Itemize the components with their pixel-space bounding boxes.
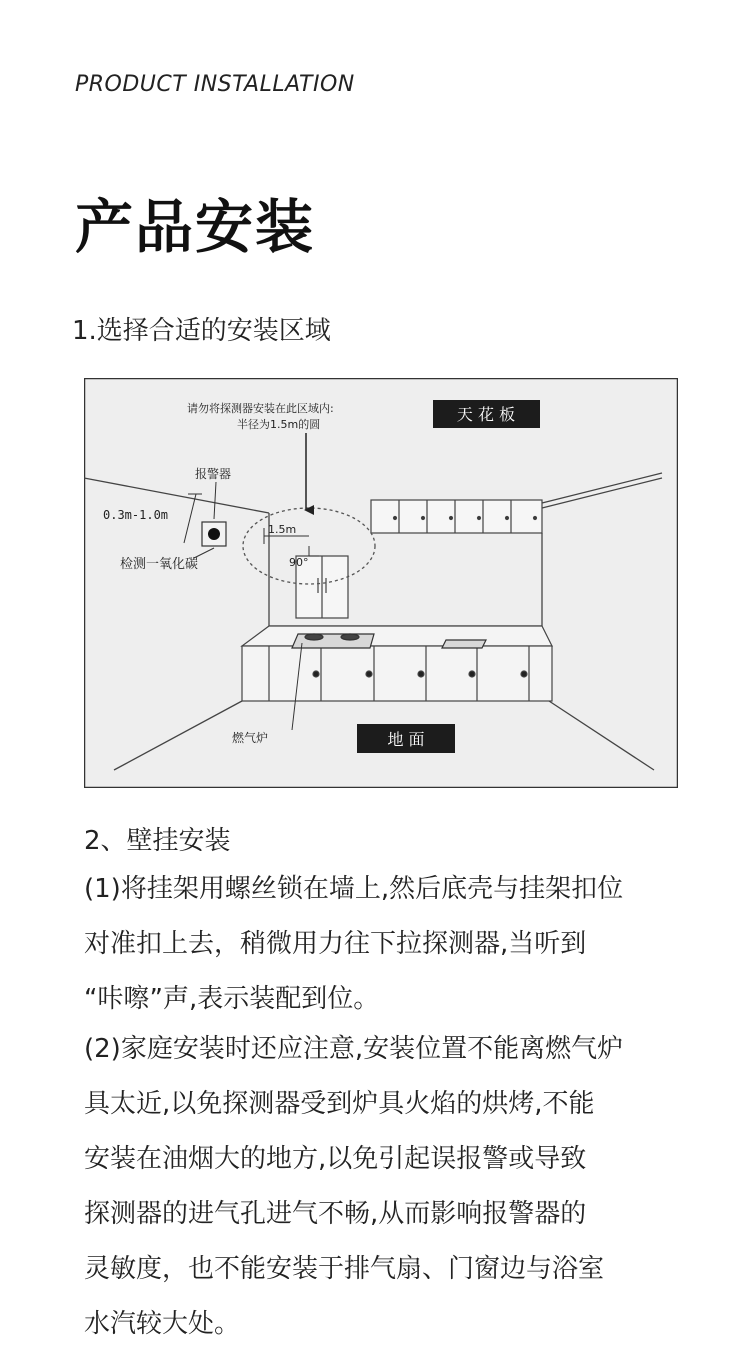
ceiling-label: 天 花 板 xyxy=(456,405,516,424)
installation-diagram xyxy=(84,378,678,788)
para2-line: 灵敏度，也不能安装于排气扇、门窗边与浴室 xyxy=(84,1254,605,1284)
alarm-label: 报警器 xyxy=(195,467,232,481)
stove-label: 燃气炉 xyxy=(232,731,269,745)
radius-label: 1.5m xyxy=(268,523,297,536)
para2-line: (2)家庭安装时还应注意,安装位置不能离燃气炉 xyxy=(84,1034,624,1064)
para2-line: 水汽较大处。 xyxy=(84,1309,241,1339)
step1-heading: 1.选择合适的安装区域 xyxy=(72,316,331,346)
gas-stove xyxy=(292,634,374,648)
distance-label: 0.3m-1.0m xyxy=(103,508,169,522)
para1-line: 对准扣上去，稍微用力往下拉探测器,当听到 xyxy=(84,929,587,959)
section-subtitle: PRODUCT INSTALLATION xyxy=(75,72,355,97)
para1-line: (1)将挂架用螺丝锁在墙上,然后底壳与挂架扣位 xyxy=(84,874,624,904)
sink xyxy=(442,640,486,648)
kitchen-illustration xyxy=(84,378,678,788)
upper-cabinets xyxy=(371,500,542,533)
para1-line: “咔嚓”声,表示装配到位。 xyxy=(84,984,380,1014)
para2-line: 安装在油烟大的地方,以免引起误报警或导致 xyxy=(84,1144,587,1174)
alarm-sensor-icon xyxy=(208,528,220,540)
para2-line: 具太近,以免探测器受到炉具火焰的烘烤,不能 xyxy=(84,1089,595,1119)
instruction-paragraph-2 xyxy=(84,1022,724,1352)
step2-heading: 2、壁挂安装 xyxy=(84,826,231,856)
page-title: 产品安装 xyxy=(75,193,316,261)
angle-label: 90° xyxy=(289,556,309,569)
note-line-2: 半径为1.5m的圆 xyxy=(237,418,321,431)
floor-label: 地 面 xyxy=(387,730,425,749)
instruction-paragraph-1 xyxy=(84,862,724,1027)
detect-co-label: 检测一氧化碳 xyxy=(120,557,199,572)
para2-line: 探测器的进气孔进气不畅,从而影响报警器的 xyxy=(84,1199,587,1229)
lower-cabinets xyxy=(242,626,552,701)
note-line-1: 请勿将探测器安装在此区域内: xyxy=(187,402,334,415)
